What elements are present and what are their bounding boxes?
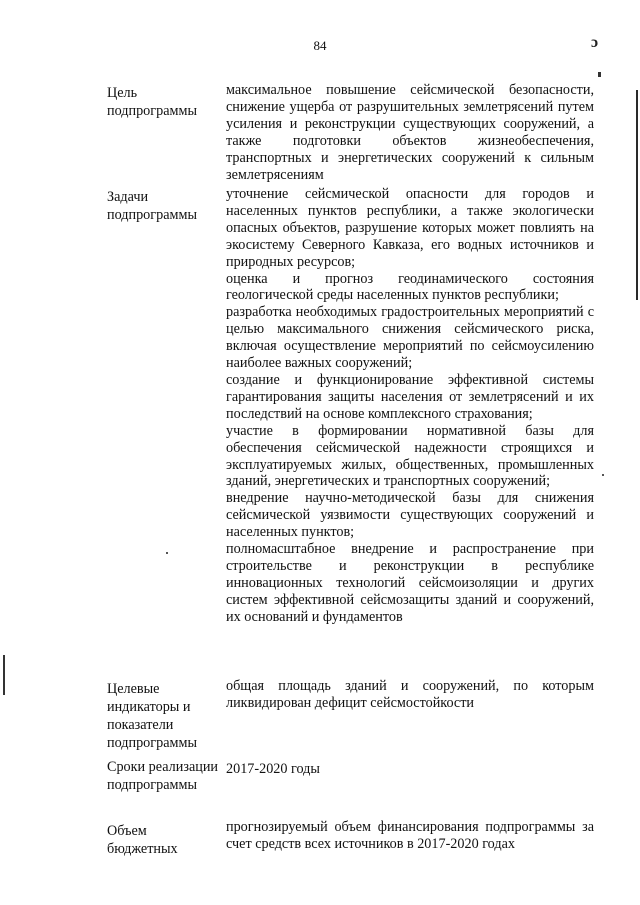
scan-speck — [166, 552, 168, 554]
scan-edge-line-right — [636, 90, 638, 300]
row-budget-label: Объем бюджетных — [107, 823, 178, 857]
goal-paragraph: максимальное повышение сейсмической безопасности, снижение ущерба от разрушительных землетрясений путем усиления и реконструкции существующих сооружений, а также подготовки объектов жизнеобеспечения, транспортных и энергетических сооружений к сильным землетрясениям — [226, 82, 594, 183]
row-timeline-label: Сроки реализации подпрограммы — [107, 759, 219, 793]
timeline-paragraph: 2017-2020 годы — [226, 761, 320, 777]
task-paragraph: участие в формировании нормативной базы для обеспечения сейсмической надежности строящихся и эксплуатируемых жилых, общественных, промышленных зданий, энергетических и транспортных сооружений; — [226, 422, 594, 490]
row-indicators-label: Целевые индикаторы и показатели подпрограммы — [107, 681, 197, 751]
indicators-paragraph: общая площадь зданий и сооружений, по которым ликвидирован дефицит сейсмостойкости — [226, 678, 594, 711]
budget-paragraph: прогнозируемый объем финансирования подпрограммы за счет средств всех источников в 2017-2020 годах — [226, 819, 594, 852]
task-paragraph: создание и функционирование эффективной системы гарантирования защиты населения от землетрясений и их последствий на основе комплексного страхования; — [226, 371, 594, 422]
row-tasks-value — [226, 186, 594, 626]
row-tasks-label: Задачи подпрограммы — [107, 189, 197, 223]
row-budget-value — [226, 819, 594, 853]
row-timeline-value — [226, 761, 594, 778]
scan-edge-line-left — [3, 655, 5, 695]
task-paragraph: внедрение научно-методической базы для снижения сейсмической уязвимости существующих сооружений и населенных пунктов; — [226, 490, 594, 541]
task-paragraph: разработка необходимых градостроительных мероприятий с целью максимального снижения сейсмического риска, включая осуществление мероприятий по сейсмоусилению наиболее важных сооружений; — [226, 304, 594, 372]
row-indicators-value — [226, 678, 594, 712]
task-paragraph: уточнение сейсмической опасности для городов и населенных пунктов республики, а также экологически опасных объектов, разрушение которых может повлиять на экосистему Северного Кавказа, его водных источников и природных ресурсов; — [226, 186, 594, 270]
task-paragraph: оценка и прогноз геодинамического состояния геологической среды населенных пунктов республики; — [226, 270, 594, 304]
task-paragraph: полномасштабное внедрение и распространение при строительстве и реконструкции в республике инновационных технологий сейсмоизоляции и других систем эффективной сейсмозащиты зданий и сооружений, их оснований и фундаментов — [226, 541, 594, 625]
scan-mark-top-right: ɔ — [591, 34, 599, 51]
scan-speck — [602, 474, 604, 476]
row-goal-label: Цель подпрограммы — [107, 85, 197, 119]
page-number: 84 — [313, 38, 327, 53]
row-goal-value — [226, 82, 594, 183]
scan-mark-dot — [598, 72, 601, 77]
